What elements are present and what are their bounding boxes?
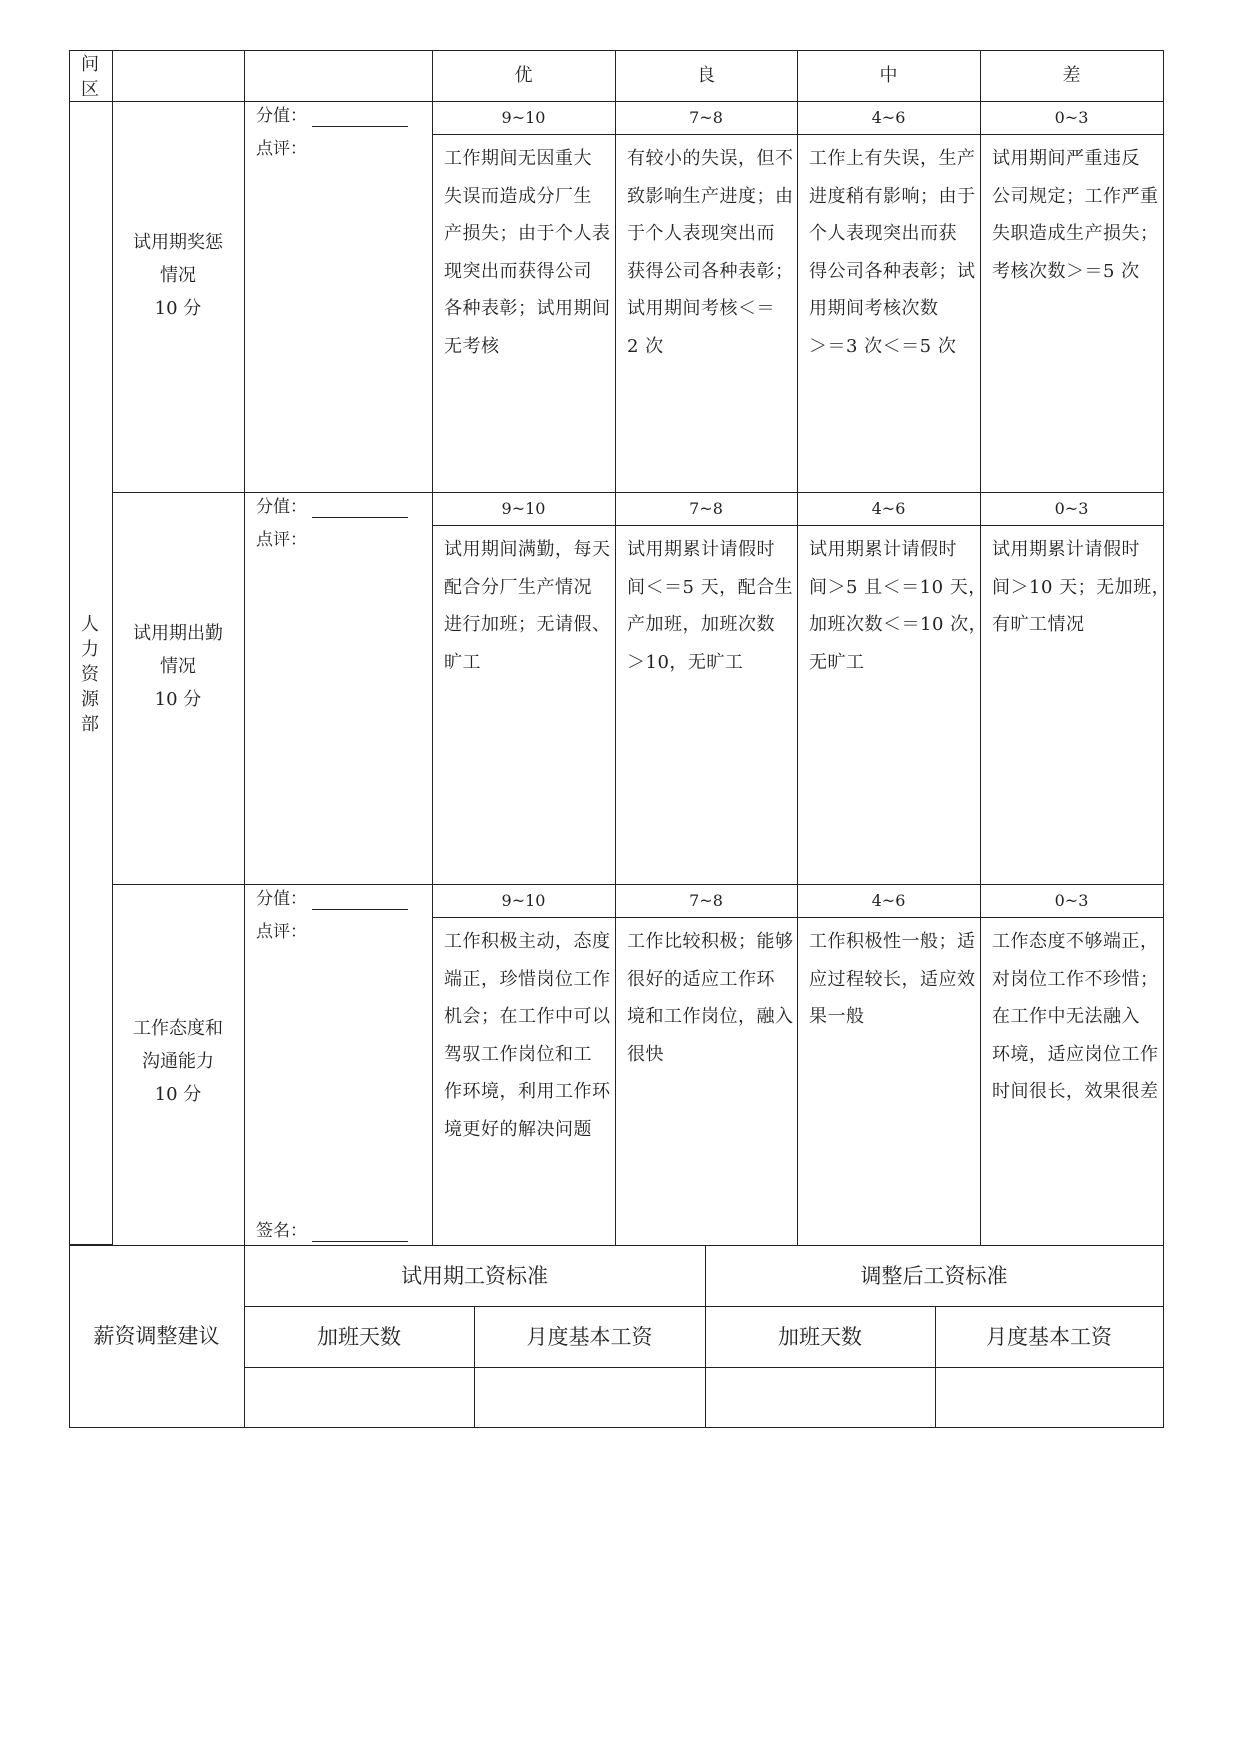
- grade-description-line: 间＞10 天；无加班，: [992, 576, 1171, 598]
- grade-description-line: 现突出而获得公司: [444, 260, 592, 282]
- criterion-title-line: 10 分: [154, 689, 202, 710]
- grade-description-line: 获得公司各种表彰；: [627, 260, 794, 282]
- grade-description-line: 作环境，利用工作环: [444, 1081, 611, 1102]
- grade-description-line: 对岗位工作不珍惜；: [992, 968, 1159, 990]
- score-range: 7~8: [689, 499, 723, 518]
- grade-description-line: 果一般: [809, 1006, 865, 1027]
- header-corner-label: 问区: [81, 54, 99, 100]
- header-empty-cell-2: [244, 50, 433, 102]
- criterion-title-line: 试用期奖惩: [133, 232, 223, 253]
- grade-description-line: 无旷工: [809, 651, 865, 673]
- criterion-title-line: 试用期出勤: [133, 623, 223, 644]
- grade-description-line: 驾驭工作岗位和工: [444, 1043, 592, 1065]
- department-label: 人力资源部: [81, 614, 99, 735]
- grade-description-line: 用期间考核次数: [809, 298, 939, 319]
- grade-description-line: 无考核: [444, 335, 500, 357]
- score-range: 4~6: [871, 891, 906, 910]
- grade-description-line: 公司规定；工作严重: [992, 185, 1159, 207]
- grade-description-line: 加班次数＜＝10 次，: [809, 614, 988, 635]
- criterion-title-line: 情况: [160, 265, 196, 286]
- criterion-title-line: 情况: [160, 656, 196, 677]
- salary-column-header: 月度基本工资: [986, 1325, 1112, 1349]
- grade-description-line: 工作期间无因重大: [444, 148, 592, 169]
- salary-column-header: 加班天数: [778, 1325, 862, 1349]
- grade-description-line: 进行加班；无请假、: [444, 614, 611, 635]
- grade-description-line: 时间很长，效果很差: [992, 1081, 1159, 1102]
- grade-description-line: 工作积极主动，态度: [444, 931, 611, 952]
- grade-description-line: 试用期间满勤，每天: [444, 539, 611, 560]
- grade-description-line: 于个人表现突出而: [627, 223, 775, 244]
- grade-description-line: 试用期累计请假时: [627, 539, 775, 560]
- grade-description-line: 机会；在工作中可以: [444, 1006, 611, 1027]
- header-grade-label: 差: [1062, 65, 1081, 86]
- score-range: 0~3: [1054, 108, 1089, 127]
- grade-description-line: 各种表彰；试用期间: [444, 298, 611, 319]
- grade-description-line: 环境，适应岗位工作: [992, 1043, 1159, 1065]
- grade-description-line: ＞10，无旷工: [627, 651, 744, 673]
- comment-label: 点评：: [256, 530, 307, 550]
- score-label: 分值：: [256, 497, 307, 517]
- header-grade-label: 良: [697, 65, 715, 86]
- grade-description-line: 产加班，加班次数: [627, 614, 775, 635]
- score-range: 7~8: [689, 891, 723, 910]
- grade-description-line: ＞＝3 次＜＝5 次: [809, 335, 957, 357]
- grade-description-line: 产损失；由于个人表: [444, 223, 611, 244]
- criterion-title-line: 10 分: [154, 298, 202, 319]
- comment-label: 点评：: [256, 139, 307, 159]
- grade-description-line: 旷工: [444, 651, 481, 673]
- header-grade-label: 中: [879, 65, 898, 86]
- salary-column-header: 加班天数: [317, 1325, 401, 1349]
- grade-description-line: 间＞5 且＜＝10 天，: [809, 576, 987, 598]
- score-range: 9~10: [501, 108, 546, 127]
- score-range: 9~10: [501, 499, 546, 518]
- score-blank-line[interactable]: [312, 126, 408, 127]
- grade-description-line: 失误而造成分厂生: [444, 185, 592, 207]
- salary-column-header: 月度基本工资: [526, 1325, 653, 1349]
- grade-description-line: 试用期累计请假时: [992, 539, 1140, 560]
- score-label: 分值：: [256, 889, 307, 909]
- comment-label: 点评：: [256, 922, 307, 942]
- grade-description-line: 在工作中无法融入: [992, 1006, 1140, 1027]
- score-range: 7~8: [689, 108, 723, 127]
- salary-group-label: 试用期工资标准: [401, 1264, 548, 1288]
- grade-description-line: 2 次: [627, 335, 664, 357]
- grade-description-line: 很好的适应工作环: [627, 968, 775, 990]
- salary-label: 薪资调整建议: [93, 1324, 220, 1348]
- salary-input-cell[interactable]: [935, 1367, 1164, 1428]
- criterion-title-line: 10 分: [154, 1084, 202, 1105]
- grade-description-line: 致影响生产进度；由: [627, 185, 794, 207]
- grade-description-line: 间＜＝5 天，配合生: [627, 576, 794, 598]
- grade-description-line: 得公司各种表彰；试: [809, 260, 976, 282]
- criterion-title-line: 沟通能力: [142, 1051, 214, 1072]
- score-range: 0~3: [1054, 499, 1089, 518]
- salary-input-cell[interactable]: [705, 1367, 936, 1428]
- header-empty-cell-1: [112, 50, 245, 102]
- score-blank-line[interactable]: [312, 909, 408, 910]
- sign-blank-line[interactable]: [312, 1241, 408, 1242]
- grade-description-line: 失职造成生产损失；: [992, 223, 1159, 244]
- grade-description-line: 应过程较长，适应效: [809, 968, 976, 990]
- grade-description-line: 有旷工情况: [992, 614, 1085, 635]
- criterion-title-line: 工作态度和: [133, 1018, 223, 1039]
- grade-description-line: 有较小的失误，但不: [627, 148, 794, 169]
- grade-description-line: 试用期间严重违反: [992, 148, 1140, 169]
- score-range: 9~10: [501, 891, 546, 910]
- salary-input-cell[interactable]: [244, 1367, 475, 1428]
- grade-description-line: 工作积极性一般；适: [809, 931, 976, 952]
- header-grade-label: 优: [514, 65, 533, 86]
- sign-label: 签名：: [256, 1221, 307, 1241]
- grade-description-line: 工作上有失误，生产: [809, 148, 976, 169]
- grade-description-line: 试用期累计请假时: [809, 539, 957, 560]
- grade-description-line: 工作态度不够端正，: [992, 931, 1159, 952]
- grade-description-line: 境更好的解决问题: [444, 1118, 592, 1140]
- grade-description-line: 工作比较积极；能够: [627, 931, 794, 952]
- grade-description-line: 个人表现突出而获: [809, 223, 957, 244]
- score-range: 0~3: [1054, 891, 1089, 910]
- grade-description-line: 配合分厂生产情况: [444, 576, 592, 598]
- grade-description-line: 考核次数＞＝5 次: [992, 260, 1140, 282]
- salary-input-cell[interactable]: [474, 1367, 706, 1428]
- grade-description-line: 端正，珍惜岗位工作: [444, 968, 611, 990]
- salary-group-label: 调整后工资标准: [860, 1264, 1008, 1288]
- score-blank-line[interactable]: [312, 517, 408, 518]
- score-label: 分值：: [256, 106, 307, 126]
- grade-description-line: 试用期间考核＜＝: [627, 298, 775, 319]
- grade-description-line: 很快: [627, 1043, 664, 1065]
- score-range: 4~6: [871, 499, 906, 518]
- score-range: 4~6: [871, 108, 906, 127]
- grade-description-line: 境和工作岗位，融入: [627, 1006, 794, 1027]
- grade-description-line: 进度稍有影响；由于: [809, 185, 976, 207]
